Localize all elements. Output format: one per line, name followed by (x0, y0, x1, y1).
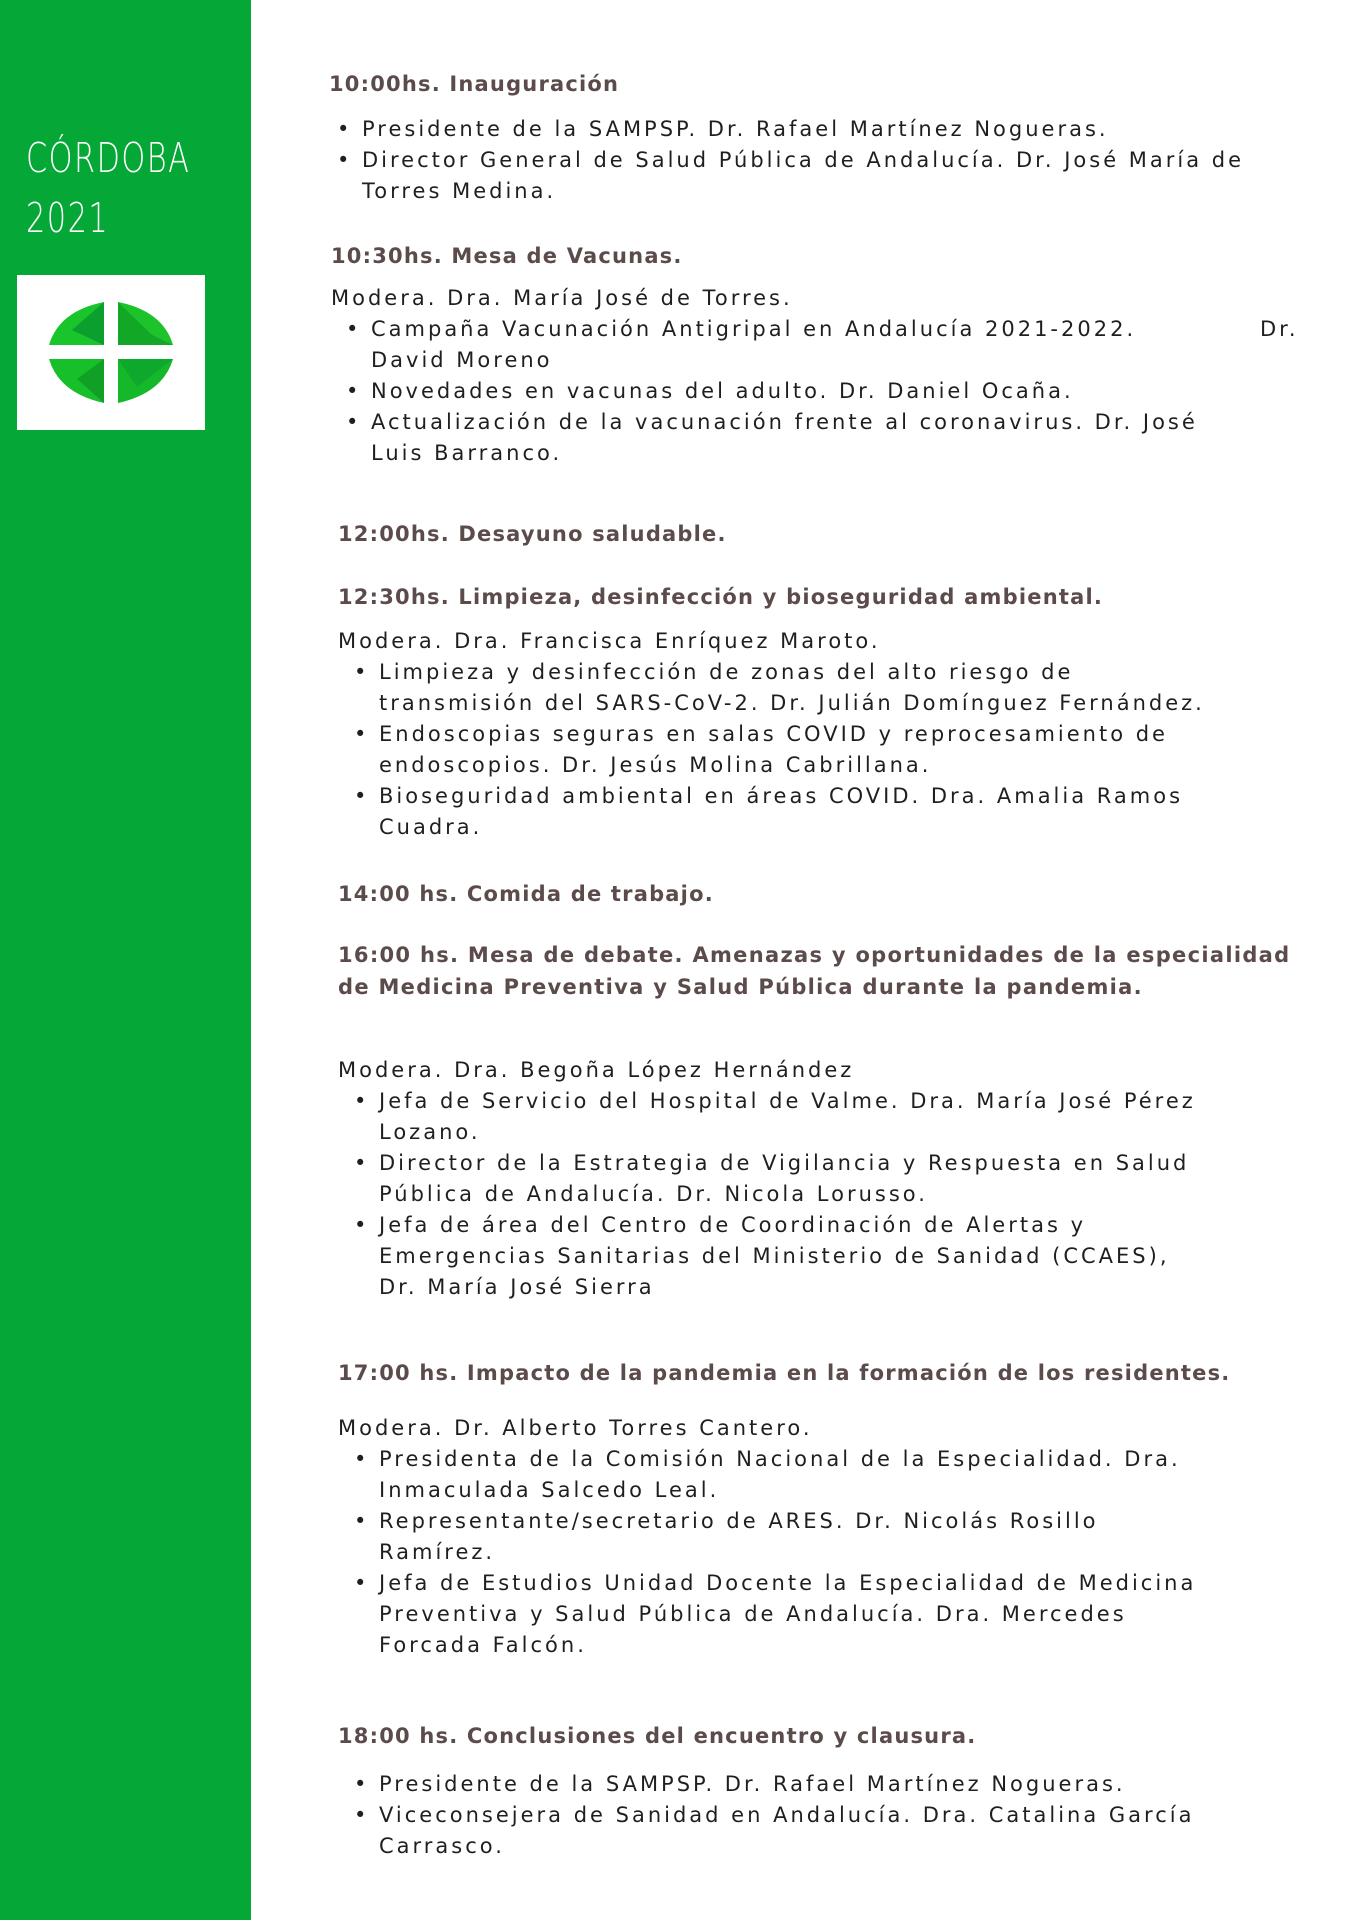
moderator: Modera. Dra. María José de Torres. (331, 286, 793, 310)
list-item-text: Torres Medina. (362, 179, 557, 203)
speaker-list (329, 114, 1349, 207)
bullet: • (337, 148, 353, 172)
speaker-list (346, 1086, 1346, 1303)
list-item-text: Endoscopias seguras en salas COVID y reprocesamiento de (379, 722, 1168, 746)
bullet: • (354, 1151, 370, 1175)
bullet: • (354, 1509, 370, 1533)
section-title: 14:00 hs. Comida de trabajo. (338, 882, 714, 906)
bullet: • (346, 317, 362, 341)
bullet: • (354, 1571, 370, 1595)
list-item-text: Ramírez. (379, 1540, 496, 1564)
list-item-text: Dr. María José Sierra (379, 1275, 655, 1299)
list-item (338, 376, 1348, 407)
list-item (346, 781, 1346, 843)
moderator: Modera. Dr. Alberto Torres Cantero. (338, 1416, 813, 1440)
list-item (346, 1800, 1346, 1862)
sidebar (0, 0, 251, 1920)
list-item-text: Emergencias Sanitarias del Ministerio de Sanidad (CCAES), (379, 1244, 1170, 1268)
bullet: • (354, 1803, 370, 1827)
green-four-leaf-cross-logo-icon (17, 275, 205, 430)
speaker-list (338, 314, 1348, 469)
list-item-text: Actualización de la vacunación frente al coronavirus. Dr. José (371, 410, 1198, 434)
list-item-text: Jefa de Estudios Unidad Docente la Especialidad de Medicina (379, 1571, 1197, 1595)
section-title: 10:30hs. Mesa de Vacunas. (331, 244, 683, 268)
list-item-text: Cuadra. (379, 815, 483, 839)
event-year: 2021 (26, 194, 110, 242)
list-item-text: Representante/secretario de ARES. Dr. Nicolás Rosillo (379, 1509, 1099, 1533)
list-item (346, 1148, 1346, 1210)
speaker-list (346, 1769, 1346, 1862)
list-item-text: Jefa de área del Centro de Coordinación de Alertas y (379, 1213, 1086, 1237)
society-logo (17, 275, 205, 430)
list-item (338, 407, 1348, 469)
bullet: • (354, 784, 370, 808)
list-item (346, 1506, 1346, 1568)
list-item-text: Carrasco. (379, 1834, 505, 1858)
bullet: • (346, 379, 362, 403)
list-item-text: Campaña Vacunación Antigripal en Andalucía 2021-2022. (371, 317, 1137, 341)
bullet: • (354, 1447, 370, 1471)
list-item (338, 314, 1348, 376)
event-location-year (26, 128, 190, 248)
list-item (346, 1769, 1346, 1800)
bullet: • (337, 117, 353, 141)
bullet: • (354, 1089, 370, 1113)
list-item-text: Forcada Falcón. (379, 1633, 587, 1657)
section-title: 17:00 hs. Impacto de la pandemia en la formación de los residentes. (338, 1361, 1231, 1385)
speaker-list (346, 1444, 1346, 1661)
moderator: Modera. Dra. Begoña López Hernández (338, 1058, 855, 1082)
list-item-text: Preventiva y Salud Pública de Andalucía. Dra. Mercedes (379, 1602, 1127, 1626)
list-item-text: Lozano. (379, 1120, 481, 1144)
list-item-text: endoscopios. Dr. Jesús Molina Cabrillana. (379, 753, 932, 777)
list-item-text: Presidente de la SAMPSP. Dr. Rafael Martínez Nogueras. (379, 1772, 1126, 1796)
list-item-text: transmisión del SARS-CoV-2. Dr. Julián Domínguez Fernández. (379, 691, 1205, 715)
section-title: 12:30hs. Limpieza, desinfección y bioseguridad ambiental. (338, 585, 1104, 609)
event-city: CÓRDOBA (26, 134, 191, 182)
list-item-text: Director General de Salud Pública de Andalucía. Dr. José María de (362, 148, 1245, 172)
moderator: Modera. Dra. Francisca Enríquez Maroto. (338, 629, 881, 653)
list-item-text: David Moreno (371, 348, 553, 372)
list-item (346, 1086, 1346, 1148)
list-item-text: Limpieza y desinfección de zonas del alto riesgo de (379, 660, 1074, 684)
bullet: • (346, 410, 362, 434)
list-item (346, 657, 1346, 719)
speaker-list (346, 657, 1346, 843)
section-title: 16:00 hs. Mesa de debate. Amenazas y oportunidades de la especialidad de Medicina Preventiva y Salud Pública durante la pandemia. (338, 943, 1291, 999)
list-item-text: Novedades en vacunas del adulto. Dr. Daniel Ocaña. (371, 379, 1074, 403)
bullet: • (354, 722, 370, 746)
list-item (346, 719, 1346, 781)
list-item-text: Presidenta de la Comisión Nacional de la Especialidad. Dra. (379, 1447, 1181, 1471)
list-item-text: Presidente de la SAMPSP. Dr. Rafael Martínez Nogueras. (362, 117, 1109, 141)
list-item-text-suffix: Dr. (1260, 317, 1299, 341)
list-item-text: Viceconsejera de Sanidad en Andalucía. Dra. Catalina García (379, 1803, 1195, 1827)
bullet: • (354, 660, 370, 684)
list-item (346, 1444, 1346, 1506)
bullet: • (354, 1772, 370, 1796)
list-item-text: Pública de Andalucía. Dr. Nicola Lorusso. (379, 1182, 928, 1206)
list-item-text: Director de la Estrategia de Vigilancia y Respuesta en Salud (379, 1151, 1190, 1175)
section-title: 12:00hs. Desayuno saludable. (338, 522, 727, 546)
list-item-text: Luis Barranco. (371, 441, 563, 465)
bullet: • (354, 1213, 370, 1237)
list-item (329, 114, 1349, 145)
section-title: 10:00hs. Inauguración (329, 72, 620, 96)
list-item (329, 145, 1349, 207)
section-title: 18:00 hs. Conclusiones del encuentro y clausura. (338, 1724, 977, 1748)
list-item (346, 1210, 1346, 1303)
list-item-text: Inmaculada Salcedo Leal. (379, 1478, 720, 1502)
list-item (346, 1568, 1346, 1661)
list-item-text: Jefa de Servicio del Hospital de Valme. Dra. María José Pérez (379, 1089, 1196, 1113)
list-item-text: Bioseguridad ambiental en áreas COVID. Dra. Amalia Ramos (379, 784, 1184, 808)
program-content (250, 0, 1350, 1920)
